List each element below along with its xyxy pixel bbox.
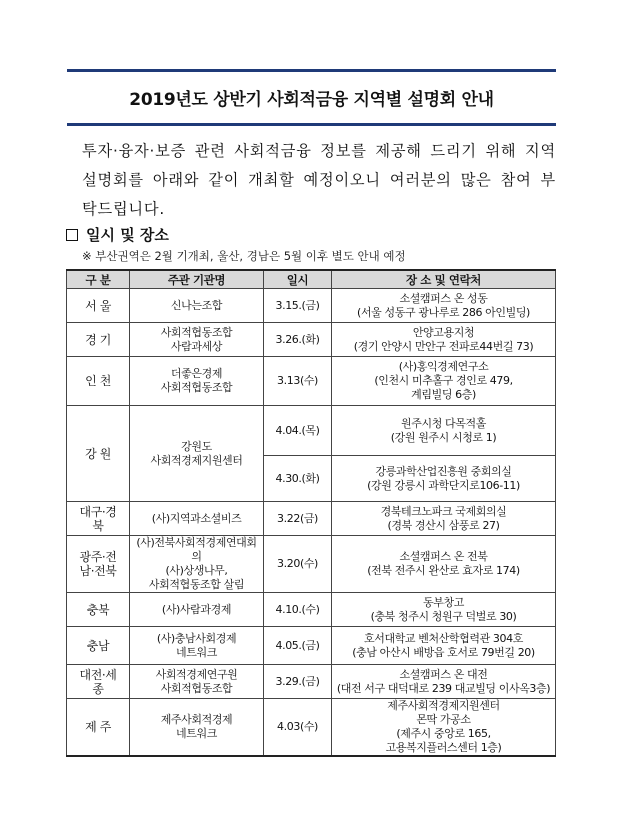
- place-cell: [332, 323, 556, 357]
- section-label: 일시 및 장소: [86, 226, 169, 244]
- region-cell-line: 종: [92, 681, 104, 696]
- header-place: 장 소 및 연락처: [332, 270, 556, 289]
- region-cell: [67, 665, 130, 699]
- table-row: [67, 502, 556, 536]
- place-cell-line: 소셜캠퍼스 온 성동: [399, 291, 488, 305]
- org-cell: [130, 502, 264, 536]
- org-cell: [130, 593, 264, 627]
- place-cell-line: 계림빌딩 6층): [411, 388, 476, 401]
- region-cell: [67, 699, 130, 757]
- note: ※ 부산권역은 2월 기개최, 울산, 경남은 5월 이후 별도 안내 예정: [82, 249, 406, 263]
- org-cell-line: (사)상생나무,: [165, 564, 228, 577]
- org-cell-line: (사)충남사회경제: [156, 631, 237, 645]
- intro-paragraph: 투자·융자·보증 관련 사회적금융 정보를 제공해 드리기 위해 지역설명회를 아래와 같이 개최할 예정이오니 여러분의 많은 참여 부탁드립니다.: [82, 142, 556, 218]
- region-cell-line: 남·전북: [79, 564, 117, 578]
- org-cell-line: 사회적경제연구원: [155, 667, 238, 681]
- place-cell-line: 소셜캠퍼스 온 대전: [399, 667, 488, 681]
- org-cell-line: 네트워크: [176, 727, 217, 740]
- date-cell: [264, 323, 332, 357]
- date-cell: [264, 536, 332, 593]
- date-cell-line: 3.20(수): [277, 557, 318, 570]
- place-cell-line: (제주시 중앙로 165,: [396, 727, 491, 740]
- place-cell: [332, 406, 556, 456]
- region-cell-line: 제 주: [85, 720, 111, 734]
- org-cell-line: 사람과세상: [170, 339, 223, 353]
- header-region: 구 분: [67, 270, 130, 289]
- table-header-row: [67, 270, 556, 289]
- org-cell-line: 사회적협동조합: [160, 681, 233, 695]
- place-cell-line: (전북 전주시 완산로 효자로 174): [367, 564, 520, 577]
- date-cell: [264, 289, 332, 323]
- region-cell-line: 서 울: [85, 298, 111, 313]
- place-cell-line: (충북 청주시 청원구 덕벌로 30): [370, 609, 517, 623]
- table-row: [67, 536, 556, 593]
- place-cell-line: (사)홍익경제연구소: [398, 360, 489, 373]
- place-cell-line: 경북테크노파크 국제회의실: [380, 504, 507, 518]
- header-date: 일시: [264, 270, 332, 289]
- date-cell: [264, 357, 332, 406]
- place-cell: [332, 699, 556, 757]
- place-cell-line: 소셜캠퍼스 온 전북: [399, 550, 488, 563]
- org-cell-line: 사회적협동조합: [160, 325, 233, 339]
- place-cell-line: 호서대학교 벤처산학협력관 304호: [364, 631, 523, 645]
- place-cell-line: 제주사회적경제지원센터: [387, 699, 500, 712]
- place-cell-line: 몬딱 가공소: [416, 713, 471, 726]
- table-row: [67, 699, 556, 757]
- region-cell: [67, 357, 130, 406]
- date-cell: [264, 593, 332, 627]
- org-cell: [130, 323, 264, 357]
- table-row: [67, 593, 556, 627]
- org-cell-line: 사회적협동조합 살림: [148, 578, 245, 591]
- place-cell: [332, 357, 556, 406]
- org-cell: [130, 536, 264, 593]
- date-cell: [264, 502, 332, 536]
- region-cell: [67, 289, 130, 323]
- org-cell-line: 강원도: [181, 439, 212, 453]
- region-cell-line: 대전·세: [79, 667, 117, 682]
- header-org: 주관 기관명: [130, 270, 264, 289]
- date-cell: [264, 699, 332, 757]
- org-cell: [130, 406, 264, 502]
- date-cell-line: 4.03(수): [277, 720, 318, 733]
- org-cell-line: (사)지역과소셜비즈: [151, 511, 242, 525]
- schedule-table: [66, 269, 556, 757]
- date-cell-line: 3.26.(화): [275, 332, 320, 346]
- org-cell: [130, 699, 264, 757]
- date-cell-line: 3.13(수): [277, 374, 318, 387]
- table-row: [67, 406, 556, 456]
- region-cell: [67, 593, 130, 627]
- date-cell: [264, 456, 332, 502]
- section-heading: [66, 224, 169, 245]
- region-cell-line: 인 천: [85, 374, 111, 388]
- table-row: [67, 357, 556, 406]
- org-cell: [130, 357, 264, 406]
- org-cell-line: 네트워크: [176, 645, 217, 659]
- place-cell-line: 고용복지플러스센터 1층): [385, 741, 502, 754]
- region-cell-line: 충북: [86, 602, 110, 617]
- org-cell-line: 사회적협동조합: [160, 381, 233, 394]
- place-cell-line: (강원 원주시 시청로 1): [390, 430, 497, 444]
- place-cell-line: 안양고용지청: [412, 325, 475, 339]
- place-cell: [332, 627, 556, 665]
- table-row: [67, 627, 556, 665]
- place-cell-line: (경북 경산시 삼풍로 27): [387, 518, 500, 532]
- date-cell-line: 4.05.(금): [275, 638, 320, 652]
- page-title: 2019년도 상반기 사회적금융 지역별 설명회 안내: [129, 90, 494, 110]
- place-cell-line: (강원 강릉시 과학단지로106-11): [367, 478, 520, 492]
- place-cell-line: 원주시청 다목적홀: [401, 416, 486, 430]
- date-cell: [264, 406, 332, 456]
- date-cell-line: 3.29.(금): [275, 674, 320, 688]
- place-cell-line: 강릉과학산업진흥원 중회의실: [375, 464, 512, 478]
- place-cell-line: (대전 서구 대덕대로 239 대교빌딩 이사옥3층): [336, 681, 551, 695]
- org-cell-line: (사)전북사회적경제연대회의: [136, 536, 257, 563]
- place-cell: [332, 289, 556, 323]
- place-cell: [332, 502, 556, 536]
- place-cell-line: (충남 아산시 배방읍 호서로 79번길 20): [352, 645, 535, 659]
- region-cell-line: 경 기: [85, 332, 111, 347]
- region-cell-line: 강 원: [85, 446, 111, 461]
- place-cell-line: 동부창고: [423, 595, 464, 609]
- region-cell-line: 북: [92, 518, 104, 533]
- org-cell-line: 신나는조합: [170, 298, 223, 312]
- org-cell: [130, 665, 264, 699]
- place-cell: [332, 665, 556, 699]
- region-cell-line: 충남: [86, 638, 110, 653]
- place-cell: [332, 536, 556, 593]
- place-cell-line: (인천시 미추홀구 경인로 479,: [374, 374, 513, 387]
- place-cell-line: (서울 성동구 광나루로 286 아인빌딩): [357, 305, 530, 319]
- region-cell-line: 광주·전: [79, 550, 117, 564]
- table-body: [67, 289, 556, 757]
- date-cell-line: 4.10.(수): [275, 602, 320, 616]
- table-row: [67, 665, 556, 699]
- table-row: [67, 323, 556, 357]
- date-cell-line: 3.15.(금): [275, 298, 320, 312]
- region-cell: [67, 536, 130, 593]
- org-cell-line: (사)사람과경제: [161, 602, 232, 616]
- place-cell: [332, 456, 556, 502]
- date-cell: [264, 627, 332, 665]
- region-cell: [67, 406, 130, 502]
- place-cell-line: (경기 안양시 만안구 전파로44번길 73): [353, 339, 534, 353]
- region-cell: [67, 502, 130, 536]
- date-cell-line: 4.04.(목): [275, 423, 320, 437]
- region-cell-line: 대구·경: [79, 504, 117, 519]
- region-cell: [67, 323, 130, 357]
- date-cell: [264, 665, 332, 699]
- place-cell: [332, 593, 556, 627]
- table-row: [67, 289, 556, 323]
- date-cell-line: 4.30.(화): [275, 471, 320, 485]
- region-cell: [67, 627, 130, 665]
- org-cell-line: 제주사회적경제: [160, 713, 233, 726]
- org-cell-line: 사회적경제지원센터: [150, 453, 243, 467]
- org-cell-line: 더좋은경제: [170, 367, 223, 380]
- date-cell-line: 3.22(금): [277, 511, 318, 525]
- org-cell: [130, 289, 264, 323]
- square-bullet-icon: [66, 229, 78, 241]
- title-box: [67, 69, 556, 126]
- org-cell: [130, 627, 264, 665]
